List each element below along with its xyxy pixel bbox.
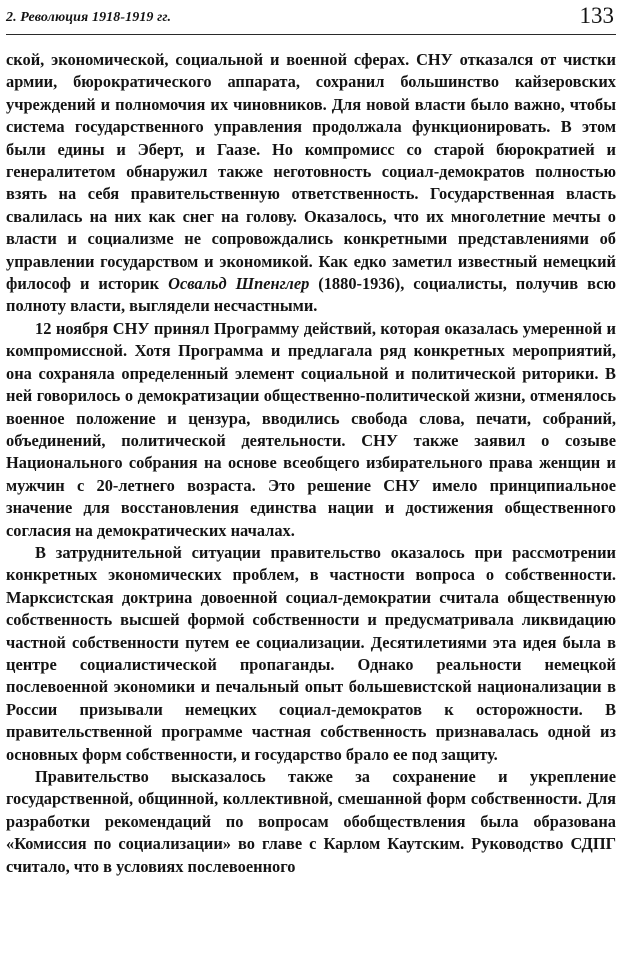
paragraph: 12 ноября СНУ принял Программу действий, которая оказалась умеренной и компромиссной. Хотя Программа и предлагала ряд конкретных мероприятий, она сохраняла определенный элемент социальной и политической риторики. В ней говорилось о демократизации общественно-политической жизни, отменялось военное положение и цензура, вводились свобода слова, печати, собраний, объединений, политической деятельности. СНУ также заявил о созыве Национального собрания на основе всеобщего избирательного права женщин и мужчин с 20-летнего возраста. Это решение СНУ имело принципиальное значение для восстановления единства нации и достижения общественного согласия на демократических началах. xyxy=(6,318,616,540)
paragraph-continuation xyxy=(6,49,616,318)
running-header xyxy=(6,0,616,35)
page-number: 133 xyxy=(579,3,614,28)
chapter-title: 2. Революция 1918-1919 гг. xyxy=(6,10,172,25)
body-text xyxy=(6,49,616,878)
person-name: Освальд Шпенглер xyxy=(168,274,310,294)
paragraph: Правительство высказалось также за сохранение и укрепление государственной, общинной, коллективной, смешанной форм собственности. Для разработки рекомендаций по вопросам обобществления была образована «Комиссия по социализации» во главе с Карлом Каутским. Руководство СДПГ считало, что в условиях послевоенного xyxy=(6,767,616,876)
paragraph-text: ской, экономической, социальной и военной сферах. СНУ отказался от чистки армии, бюрократического аппарата, сохранил большинство кайзеровских учреждений и полномочия их чиновников. Для новой власти было важно, чтобы система государственного управления продолжала функционировать. В этом были едины и Эберт, и Гаазе. Но компромисс со старой бюрократией и генералитетом обнаружил также неготовность социал-демократов полностью взять на себя правительственную ответственность. Государственная власть свалилась на них как снег на голову. Оказалось, что их многолетние мечты о власти и социализме не сопровождались конкретными представлениями об управлении государством и экономикой. Как едко заметил известный немецкий философ и историк xyxy=(6,50,616,294)
paragraph-text: (1880-1936), социалисты, получив всю полноту власти, выглядели несчастными. xyxy=(6,274,616,316)
paragraph: В затруднительной ситуации правительство оказалось при рассмотрении конкретных экономических проблем, в частности вопроса о собственности. Марксистская доктрина довоенной социал-демократии считала общественную собственность высшей формой собственности и предусматривала ликвидацию частной собственности путем ее социализации. Десятилетиями эта идея была в центре социалистической пропаганды. Однако реальности немецкой послевоенной экономики и печальный опыт большевистской национализации в России призывали немецких социал-демократов к осторожности. В правительственной программе частная собственность признавалась одной из основных форм собственности, и государство брало ее под защиту. xyxy=(6,542,616,764)
